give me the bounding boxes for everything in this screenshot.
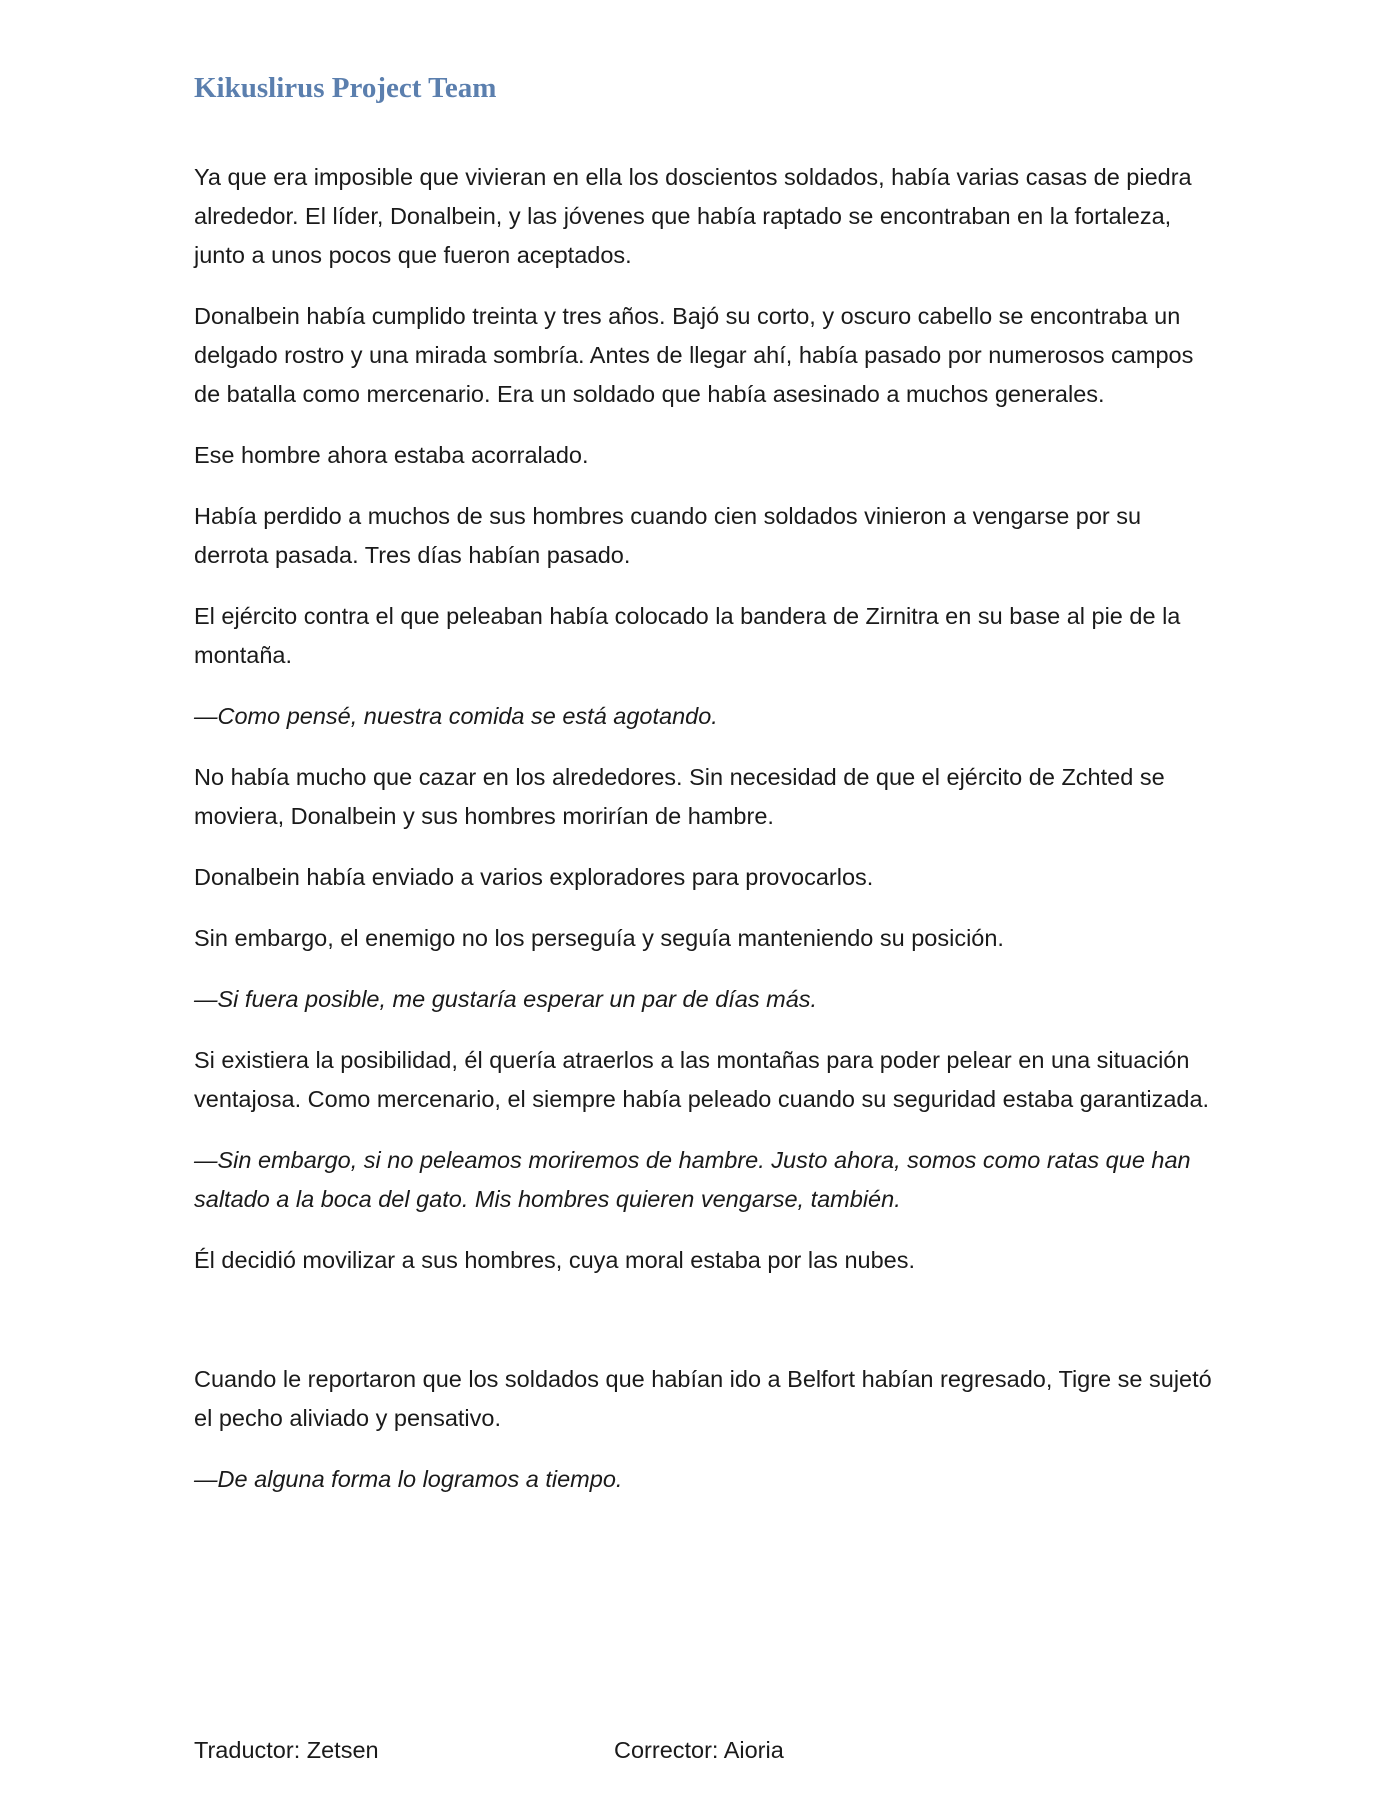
paragraph: El ejército contra el que peleaban había colocado la bandera de Zirnitra en su base al pie de la montaña. bbox=[194, 603, 1181, 668]
dialogue-paragraph: —Como pensé, nuestra comida se está agotando. bbox=[194, 703, 718, 729]
paragraph: Si existiera la posibilidad, él quería atraerlos a las montañas para poder pelear en una situación ventajosa. Como mercenario, el siempre había peleado cuando su seguridad estaba garantizada. bbox=[194, 1047, 1210, 1112]
dialogue-paragraph: —Sin embargo, si no peleamos moriremos de hambre. Justo ahora, somos como ratas que han saltado a la boca del gato. Mis hombres quieren vengarse, también. bbox=[194, 1147, 1191, 1212]
paragraph: No había mucho que cazar en los alrededores. Sin necesidad de que el ejército de Zchted se moviera, Donalbein y sus hombres morirían de hambre. bbox=[194, 764, 1165, 829]
paragraph: Donalbein había enviado a varios exploradores para provocarlos. bbox=[194, 864, 874, 890]
document-body bbox=[194, 158, 1214, 1521]
page-header-title: Kikuslirus Project Team bbox=[194, 72, 497, 104]
translator-credit: Traductor: Zetsen bbox=[194, 1737, 379, 1763]
paragraph: Ese hombre ahora estaba acorralado. bbox=[194, 442, 589, 468]
corrector-credit: Corrector: Aioria bbox=[614, 1737, 784, 1763]
paragraph: Ya que era imposible que vivieran en ella los doscientos soldados, había varias casas de piedra alrededor. El líder, Donalbein, y las jóvenes que había raptado se encontraban en la fortaleza, junto a unos pocos que fueron aceptados. bbox=[194, 164, 1192, 268]
paragraph: Él decidió movilizar a sus hombres, cuya moral estaba por las nubes. bbox=[194, 1247, 916, 1273]
paragraph: Había perdido a muchos de sus hombres cuando cien soldados vinieron a vengarse por su derrota pasada. Tres días habían pasado. bbox=[194, 503, 1142, 568]
paragraph: Cuando le reportaron que los soldados que habían ido a Belfort habían regresado, Tigre se sujetó el pecho aliviado y pensativo. bbox=[194, 1366, 1212, 1431]
paragraph: Sin embargo, el enemigo no los perseguía y seguía manteniendo su posición. bbox=[194, 925, 1004, 951]
paragraph: Donalbein había cumplido treinta y tres años. Bajó su corto, y oscuro cabello se encontraba un delgado rostro y una mirada sombría. Antes de llegar ahí, había pasado por numerosos campos de batalla como mercenario. Era un soldado que había asesinado a muchos generales. bbox=[194, 303, 1194, 407]
dialogue-paragraph: —De alguna forma lo logramos a tiempo. bbox=[194, 1466, 623, 1492]
dialogue-paragraph: —Si fuera posible, me gustaría esperar un par de días más. bbox=[194, 986, 818, 1012]
